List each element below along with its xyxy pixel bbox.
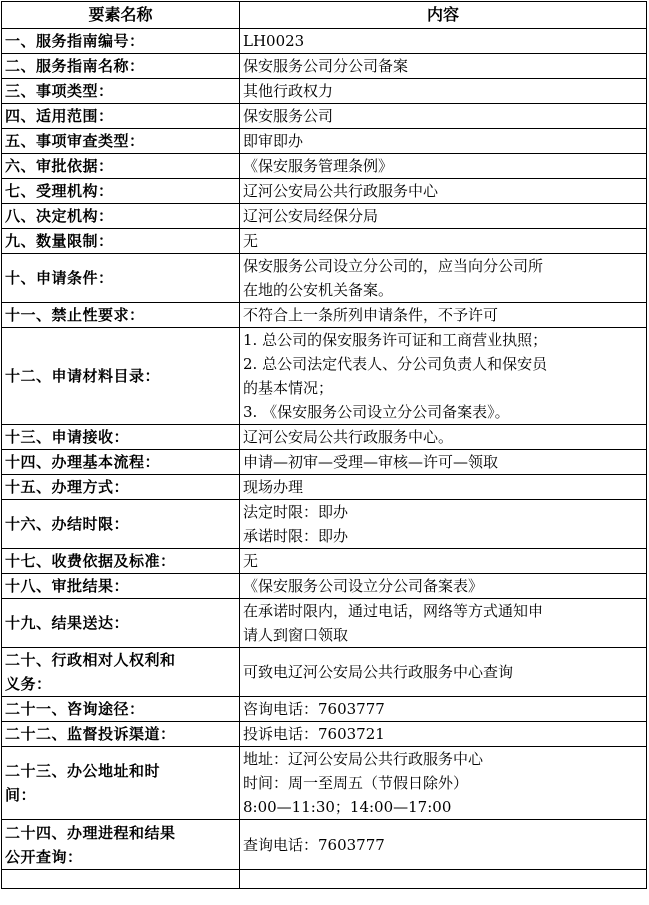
item-value-line: 在地的公安机关备案。 [243,281,394,299]
service-guide-table [1,1,647,889]
table-row [2,450,647,475]
item-name-cell: 十七、收费依据及标准： [2,549,240,574]
item-value-line: 咨询电话：7603777 [243,700,385,718]
item-name-line: 公开查询： [5,847,83,866]
item-name-cell: 九、数量限制： [2,229,240,254]
table-row [2,328,647,425]
item-value-cell [240,79,647,104]
item-value-line: LH0023 [243,32,305,50]
item-value-cell [240,549,647,574]
item-value-line: 查询电话：7603777 [243,835,385,854]
item-name-line: 间： [5,786,37,804]
item-value-cell [240,129,647,154]
table-row [2,500,647,549]
item-name-cell: 二十二、监督投诉渠道： [2,722,240,747]
item-value-cell [240,648,647,697]
item-value-cell [240,500,647,549]
table-row [2,747,647,820]
item-name-cell: 十五、办理方式： [2,475,240,500]
item-value-line: 无 [243,552,259,570]
item-name-line: 二十四、办理进程和结果 [5,823,176,842]
table-row [2,54,647,79]
item-value-line: 时间：周一至周五（节假日除外） [243,774,469,792]
item-value-cell [240,154,647,179]
item-value-line: 保安服务公司设立分公司的，应当向分公司所 [243,257,544,275]
item-name-cell: 四、适用范围： [2,104,240,129]
item-value-cell [240,747,647,820]
item-value-cell [240,303,647,328]
table-row [2,154,647,179]
item-value-cell [240,574,647,599]
table-row [2,229,647,254]
item-value-line: 辽河公安局公共行政服务中心 [243,182,439,200]
table-row [2,29,647,54]
item-value-cell [240,722,647,747]
table-row [2,599,647,648]
item-value-line: 保安服务公司分公司备案 [243,57,409,75]
table-row [2,820,647,870]
item-name-cell: 十、申请条件： [2,254,240,303]
item-value-cell [240,328,647,425]
table-row [2,574,647,599]
table-row [2,254,647,303]
item-name-cell: 十四、办理基本流程： [2,450,240,475]
item-name-cell: 二十一、咨询途径： [2,697,240,722]
item-value-cell [240,179,647,204]
item-value-cell [240,697,647,722]
table-header-row [2,2,647,29]
item-value-line: 其他行政权力 [243,82,334,100]
item-name-cell: 五、事项审查类型： [2,129,240,154]
table-row [2,79,647,104]
item-value-line: 《保安服务公司设立分公司备案表》 [243,577,484,595]
item-value-line: 承诺时限：即办 [243,527,349,545]
table-row [2,179,647,204]
item-value-line: 可致电辽河公安局公共行政服务中心查询 [243,663,514,681]
item-name-cell: 十三、申请接收： [2,425,240,450]
item-value-cell [240,104,647,129]
item-value-line: 请人到窗口领取 [243,626,349,644]
item-value-line: 辽河公安局公共行政服务中心。 [243,428,454,446]
item-value-line: 投诉电话：7603721 [243,725,385,743]
item-value-line: 8:00—11:30；14:00—17:00 [243,798,452,816]
item-value-cell [240,820,647,870]
item-name-cell: 三、事项类型： [2,79,240,104]
item-value-line: 不符合上一条所列申请条件，不予许可 [243,306,499,324]
item-value-line: 的基本情况； [243,379,334,397]
item-name-cell [2,820,240,870]
item-value-cell [240,229,647,254]
item-value-line: 保安服务公司 [243,107,334,125]
table-row [2,425,647,450]
item-name-cell [2,870,240,889]
item-value-cell [240,54,647,79]
item-value-cell [240,870,647,889]
table-row [2,475,647,500]
header-element-name: 要素名称 [2,2,240,29]
item-value-cell [240,450,647,475]
item-value-line: 即审即办 [243,132,304,150]
item-name-line: 二十、行政相对人权利和 [5,651,176,669]
item-name-line: 二十三、办公地址和时 [5,762,161,780]
item-name-cell: 十八、审批结果： [2,574,240,599]
item-name-cell: 六、审批依据： [2,154,240,179]
item-value-line: 1. 总公司的保安服务许可证和工商营业执照； [243,331,548,349]
item-name-cell: 十二、申请材料目录： [2,328,240,425]
item-name-cell [2,747,240,820]
item-value-line: 法定时限：即办 [243,503,349,521]
table-row [2,648,647,697]
table-body [2,29,647,889]
table-row [2,303,647,328]
item-value-line: 地址：辽河公安局公共行政服务中心 [243,750,484,768]
table-row-empty [2,870,647,889]
item-name-cell: 七、受理机构： [2,179,240,204]
table-row [2,129,647,154]
header-content: 内容 [240,2,647,29]
table-row [2,549,647,574]
item-name-cell: 十一、禁止性要求： [2,303,240,328]
table-row [2,104,647,129]
table-row [2,722,647,747]
item-value-line: 无 [243,232,259,250]
item-value-line: 在承诺时限内，通过电话，网络等方式通知申 [243,602,544,620]
item-value-line: 《保安服务管理条例》 [243,157,394,175]
table-row [2,697,647,722]
item-name-cell [2,648,240,697]
table-row [2,204,647,229]
item-name-cell: 十九、结果送达： [2,599,240,648]
item-value-cell [240,425,647,450]
item-value-cell [240,29,647,54]
item-value-line: 3. 《保安服务公司设立分公司备案表》。 [243,403,510,421]
item-name-cell: 八、决定机构： [2,204,240,229]
item-value-cell [240,204,647,229]
item-name-cell: 二、服务指南名称： [2,54,240,79]
item-value-line: 辽河公安局经保分局 [243,207,379,225]
item-name-cell: 一、服务指南编号： [2,29,240,54]
item-value-line: 现场办理 [243,478,304,496]
item-value-cell [240,254,647,303]
item-value-cell [240,475,647,500]
item-name-cell: 十六、办结时限： [2,500,240,549]
item-value-line: 2. 总公司法定代表人、分公司负责人和保安员 [243,355,548,373]
item-value-line: 申请—初审—受理—审核—许可—领取 [243,453,499,471]
item-name-line: 义务： [5,675,52,693]
item-value-cell [240,599,647,648]
